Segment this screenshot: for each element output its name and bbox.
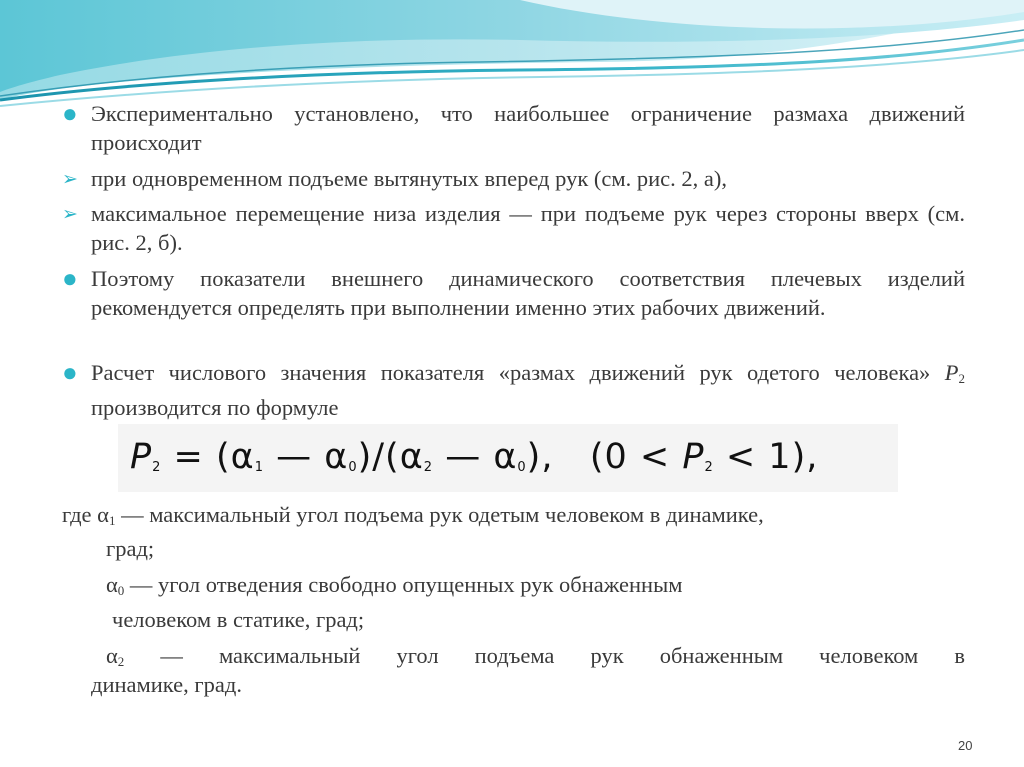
header-wave-decoration xyxy=(0,0,1024,115)
formula: $P_2 = (\alpha_1$ — $\alpha_0)/(\alpha_2$ — $\alpha_0$), $(0 < P_2 < 1)$, xyxy=(130,437,819,477)
bullet-dot-icon: ● xyxy=(62,99,78,128)
bullet-arrow-icon: ➢ xyxy=(62,169,78,190)
definition-alpha0-cont: человеком в статике, град; xyxy=(112,607,365,632)
bullet-dot-icon: ● xyxy=(62,358,78,387)
definition-alpha0: $\alpha_0$ — угол отведения свободно опущенных рук обнаженным xyxy=(106,572,683,598)
page-number: 20 xyxy=(958,738,973,753)
bullet-dot-icon: ● xyxy=(62,264,78,293)
definition-alpha2: $\alpha_2$ — максимальный угол подъема рук обнаженным человеком в xyxy=(106,643,965,669)
bullet-text: Поэтому показатели внешнего динамического соответствия плечевых изделий рекомендуется определять при выполнении именно этих рабочих движений. xyxy=(91,266,965,320)
bullet-text: при одновременном подъеме вытянутых вперед рук (см. рис. 2, а), xyxy=(91,166,727,191)
bullet-text: максимальное перемещение низа изделия — при подъеме рук через стороны вверх (см. рис. 2, б). xyxy=(91,201,965,255)
definition-alpha1: где $\alpha_1$ — максимальный угол подъема рук одетым человеком в динамике, xyxy=(62,502,764,528)
definition-alpha2-cont: динамике, град. xyxy=(91,672,242,697)
bullet-text: Экспериментально установлено, что наибольшее ограничение размаха движений происходит xyxy=(91,101,965,155)
definition-alpha1-unit: град; xyxy=(106,536,155,561)
bullet-text-formula-intro: Расчет числового значения показателя «размах движений рук одетого человека» $P_2$ производится по формуле xyxy=(91,360,965,420)
bullet-arrow-icon: ➢ xyxy=(62,204,78,225)
